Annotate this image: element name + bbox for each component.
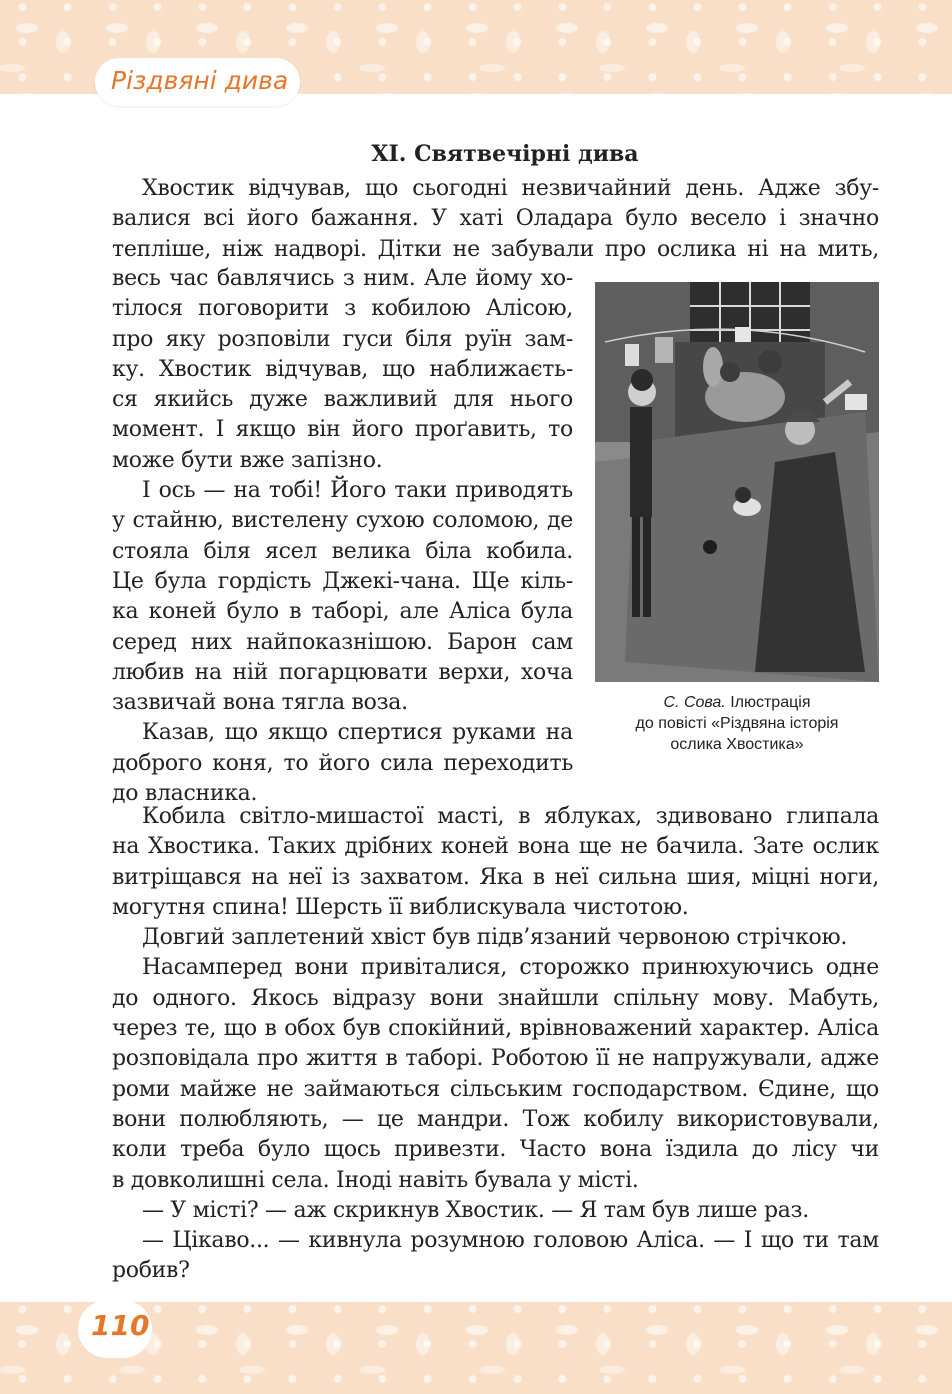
text-line: через те, що в обох був спокійний, врівноважений характер. Аліса [112, 1016, 879, 1042]
caption-author: С. Сова. [663, 694, 726, 711]
text-line: коли треба було щось привезти. Часто вона їздила до лісу чи [112, 1137, 879, 1163]
text-line: І ось — на тобі! Його таки приводять [142, 478, 573, 504]
text-line: розповідала про життя в таборі. Роботою її не напружували, адже [112, 1046, 879, 1072]
text-line: — У місті? — аж скрикнув Хвостик. — Я там був лише раз. [142, 1197, 809, 1223]
text-line: любив на ній погарцювати верхи, хоча [112, 659, 573, 685]
section-title: Різдвяні дива [111, 66, 289, 95]
text-line: серед них найпоказнішою. Барон сам [112, 629, 573, 655]
illustration [595, 282, 879, 682]
text-line: тепліше, ніж надворі. Дітки не забували про ослика ні на мить, [112, 236, 879, 262]
caption-text: Ілюстрація [725, 694, 811, 711]
text-line: до одного. Якось відразу вони знайшли спільну мову. Мабуть, [112, 985, 879, 1011]
text-line: — Цікаво... — кивнула розумною головою Аліса. — І що ти там [142, 1228, 879, 1254]
text-line: витріщався на неї із захватом. Яка в неї сильна шия, міцні ноги, [112, 864, 879, 890]
text-line: роми майже не займаються сільським господарством. Єдине, що [112, 1076, 879, 1102]
text-line: валися всі його бажання. У хаті Оладара було весело і значно [112, 206, 879, 232]
text-line: вони полюбляють, — це мандри. Тож кобилу використовували, [112, 1106, 879, 1132]
text-line: Хвостик відчував, що сьогодні незвичайний день. Адже збу- [142, 176, 879, 201]
paragraphs-main [112, 802, 879, 1287]
text-line: до власника. [112, 781, 258, 807]
text-line: стояла біля ясел велика біла кобила. [112, 538, 573, 564]
text-line: робив? [112, 1258, 190, 1284]
text-line: Насамперед вони привіталися, сторожко принюхуючись одне [142, 955, 879, 981]
text-line: тілося поговорити з кобилою Алісою, [112, 296, 573, 322]
text-line: може бути вже запізно. [112, 447, 383, 473]
figure-caption [595, 692, 879, 755]
text-line: Це була гордість Джекі-чана. Ще кіль- [112, 568, 573, 594]
text-line: ся якийсь дуже важливий для нього [112, 387, 573, 413]
text-line: Кобила світло-мишастої масті, в яблуках, здивовано глипала [142, 804, 879, 829]
text-line: Довгий заплетений хвіст був підв’язаний червоною стрічкою. [142, 925, 848, 951]
text-line: весь час бавлячись з ним. Але йому хо- [112, 266, 573, 291]
caption-line: ослика Хвостика» [670, 736, 804, 753]
text-line: момент. І якщо він його проґавить, то [112, 417, 573, 443]
paragraph-intro [112, 174, 879, 265]
text-line: у стайню, вистелену сухою соломою, де [112, 508, 573, 534]
text-line: Казав, що якщо спертися руками на [142, 720, 573, 746]
page-number: 110 [91, 1309, 150, 1342]
illustration-artwork [595, 282, 879, 682]
text-line: на Хвостика. Таких дрібних коней вона ще не бачила. Зате ослик [112, 834, 879, 860]
chapter-title: ХІ. Святвечірні дива [371, 141, 639, 167]
caption-line [595, 692, 879, 713]
text-line: про яку розповіли гуси біля руїн зам- [112, 326, 573, 352]
text-line: ку. Хвостик відчував, що наближаєть- [112, 356, 573, 382]
text-line: зазвичай вона тягла воза. [112, 690, 408, 716]
side-text-column [112, 264, 573, 809]
caption-line: до повісті «Різдвяна історія [635, 715, 839, 732]
text-line: ка коней було в таборі, але Аліса була [112, 599, 573, 625]
text-line: в довколишні села. Іноді навіть бувала у місті. [112, 1167, 639, 1193]
text-line: могутня спина! Шерсть її виблискувала чистотою. [112, 894, 689, 920]
text-line: доброго коня, то його сила переходить [112, 750, 573, 776]
